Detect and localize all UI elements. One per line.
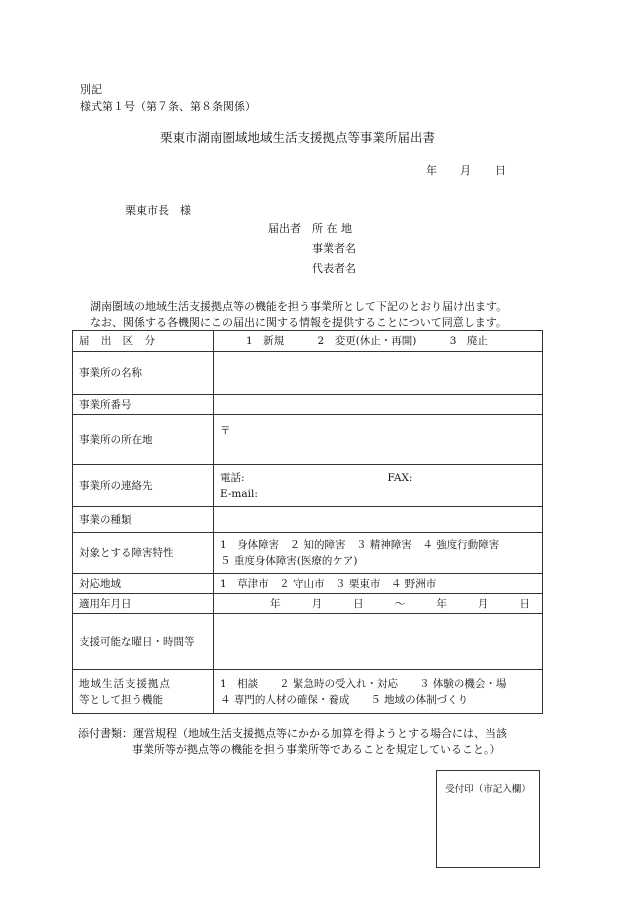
available-days-field[interactable] (214, 614, 543, 670)
postal-mark: 〒 (220, 425, 231, 437)
disability-label: 対象とする障害特性 (73, 533, 214, 574)
business-type-field[interactable] (214, 507, 543, 533)
addressee: 栗東市長 様 (125, 204, 191, 217)
facility-name-field[interactable] (214, 352, 543, 395)
fax-label: FAX: (387, 471, 413, 484)
period-field[interactable] (214, 594, 543, 614)
row-available-days (73, 614, 543, 670)
reception-stamp-label: 受付印（市記入欄） (445, 784, 531, 795)
period-tilde: ～ (394, 597, 406, 610)
available-days-label: 支援可能な曜日・時間等 (73, 614, 214, 670)
notification-type-label: 届 出 区 分 (73, 331, 214, 352)
facility-number-label: 事業所番号 (73, 395, 214, 415)
form-number: 様式第１号（第７条、第８条関係） (80, 100, 256, 113)
row-area (73, 574, 543, 594)
functions-line-1: 1 相談 ２ 緊急時の受入れ・対応 ３ 体験の機会・場 (220, 677, 507, 690)
functions-line-2: ４ 専門的人材の確保・養成 ５ 地域の体制づくり (220, 693, 469, 706)
notification-type-options (214, 331, 543, 352)
option-change[interactable]: 2 変更(休止・再開) (317, 335, 417, 347)
row-period (73, 594, 543, 614)
business-type-label: 事業の種類 (73, 507, 214, 533)
option-abolish[interactable]: 3 廃止 (449, 335, 488, 347)
disability-line-2: ５ 重度身体障害(医療的ケア) (220, 555, 358, 567)
attachment-line-1: 添付書類：運営規程（地域生活支援拠点等にかかる加算を得ようとする場合には、当該 (78, 727, 507, 740)
facility-number-field[interactable] (214, 395, 543, 415)
reception-stamp-box (436, 770, 540, 868)
period-month-1: 月 (311, 597, 323, 610)
functions-label-line-1: 地域生活支援拠点 (79, 677, 171, 690)
row-contact (73, 465, 543, 507)
row-notification-type (73, 331, 543, 352)
row-facility-address (73, 415, 543, 465)
date-year: 年 (426, 164, 437, 177)
period-label: 適用年月日 (73, 594, 214, 614)
row-facility-name (73, 352, 543, 395)
functions-label (73, 670, 214, 714)
facility-address-label: 事業所の所在地 (73, 415, 214, 465)
facility-address-field[interactable] (214, 415, 543, 465)
email-label: E-mail: (220, 487, 258, 500)
date-day: 日 (495, 164, 506, 177)
contact-label: 事業所の連絡先 (73, 465, 214, 507)
period-year-1: 年 (270, 597, 281, 610)
area-options[interactable]: 1 草津市 ２ 守山市 ３ 栗東市 ４ 野洲市 (214, 574, 543, 594)
intro-line-1: 湖南圏域の地域生活支援拠点等の機能を担う事業所として下記のとおり届け出ます。 (90, 300, 508, 313)
phone-label: 電話: (220, 471, 245, 484)
date-month: 月 (460, 164, 471, 177)
contact-field[interactable] (214, 465, 543, 507)
attachment-line-2: 事業所等が拠点等の機能を担う事業所等であることを規定していること。） (132, 743, 501, 756)
disability-line-1: 1 身体障害 ２ 知的障害 ３ 精神障害 ４ 強度行動障害 (220, 539, 500, 551)
applicant-label: 届出者 (268, 222, 301, 235)
disability-options[interactable] (214, 533, 543, 574)
facility-name-label: 事業所の名称 (73, 352, 214, 395)
row-disability (73, 533, 543, 574)
page-title: 栗東市湖南圏域地域生活支援拠点等事業所届出書 (160, 130, 436, 145)
period-month-2: 月 (477, 597, 489, 610)
row-functions (73, 670, 543, 714)
period-year-2: 年 (436, 597, 447, 610)
notification-form-table (72, 330, 543, 714)
period-day-1: 日 (353, 597, 364, 610)
row-business-type (73, 507, 543, 533)
functions-label-line-2: 等として担う機能 (79, 693, 163, 706)
functions-options[interactable] (214, 670, 543, 714)
appendix-label: 別記 (80, 83, 102, 96)
applicant-business-name: 事業者名 (312, 242, 356, 255)
applicant-representative: 代表者名 (312, 262, 356, 275)
row-facility-number (73, 395, 543, 415)
area-label: 対応地域 (73, 574, 214, 594)
applicant-location: 所 在 地 (312, 222, 352, 235)
period-day-2: 日 (519, 597, 530, 610)
option-new[interactable]: 1 新規 (246, 335, 285, 347)
intro-line-2: なお、関係する各機関にこの届出に関する情報を提供することについて同意します。 (90, 316, 507, 329)
